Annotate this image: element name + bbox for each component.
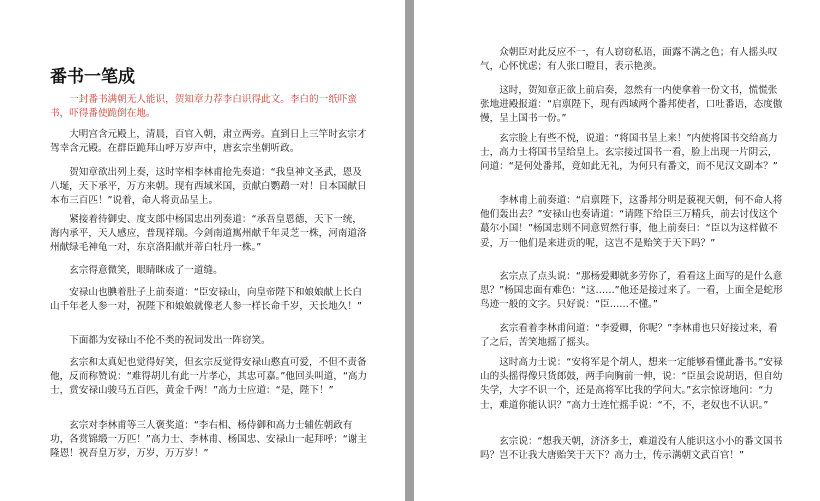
paragraph: 众朝臣对此反应不一，有人窃窃私语，面露不满之色；有人摇头叹气，心怀忧虑；有人张口瞪目，表示艳羡。: [480, 47, 778, 73]
paragraph: 李林甫上前奏道：“启禀陛下，这番邦分明是藐视天朝，何不命人将他们轰出去？”安禄山也奏请道：“请陛下给臣三万精兵，前去讨伐这个蕞尔小国！”杨国忠则不同意贸然行事，他上前奏曰：“臣以为这样做不妥，万一他们是来进贡的呢，这岂不是贻笑于天下吗？”: [480, 195, 783, 249]
paragraph: 玄宗脸上有些不悦，说道：“将国书呈上来！”内使将国书交给高力士，高力士将国书呈给皇上。玄宗接过国书一看，脸上出现一片阴云，问道：“是何处番邦，竟如此无礼，为何只有番文，而不见汉文副本？”: [480, 133, 778, 173]
paragraph: 大明宫含元殿上，清晨，百官入朝，肃立两旁。直到日上三竿时玄宗才驾幸含元殿。在群臣跪拜山呼万岁声中，唐玄宗坐朝听政。: [50, 129, 367, 155]
paragraph: 玄宗和太真妃也觉得好笑，但玄宗反觉得安禄山憨直可爱，不但不责备他，反而称赞说：“难得胡儿有此一片孝心，其忠可嘉。”他回头叫道，“高力士，赏安禄山骏马五百匹，黄金千两！”高力士应道：“是，陛下！”: [50, 357, 368, 397]
paragraph: 紧接着待御史、度支郎中杨国忠出列奏道：“承吾皇恩德，天下一统，海内承平，天人感应，普现祥瑞。今剑南道嶲州献千年灵芝一株，河南道洛州献绿毛神龟一对，东京洛阳献并蒂白牡丹一株。”: [50, 214, 367, 254]
paragraph: 玄宗点了点头说：“那杨爱卿就多劳你了，看看这上面写的是什么意思？”杨国忠面有难色：“这……”他还是接过来了。一看，上面全是蛇形鸟迹一般的文字。只好说：“臣……不懂。”: [480, 271, 783, 311]
paragraph: 玄宗看着李林甫问道：“李爱卿，你呢？”李林甫也只好接过来，看了之后，苦笑地摇了摇头。: [480, 323, 778, 349]
paragraph: 这时，贺知章正欲上前启奏，忽然有一内使拿着一份文书，慌慌张张地进殿报道：“启禀陛下，现有西域两个番邦使者，口吐番语，态度傲慢，呈上国书一份。”: [480, 85, 783, 125]
paragraph: 这时高力士说：“安将军是个胡人，想来一定能够看懂此番书。”安禄山的头摇得像只货郎鼓，两手向胸前一伸，说：“臣虽会说胡语，但自幼失学，大字不识一个，还是高将军比我的学问大。”玄宗惊讶地问：“力士，难道你能认识？”高力士连忙摇手说：“不，不，老奴也不认识。”: [480, 357, 783, 411]
paragraph: 安禄山也腆着肚子上前奏道：“臣安禄山，向皇帝陛下和娘娘献上长白山千年老人参一对，祝陛下和娘娘就像老人参一样长命千岁，天长地久！”: [50, 287, 362, 313]
paragraph: 玄宗说：“想我天朝，济济多士，难道没有人能识这小小的番文国书吗？岂不让我大唐贻笑于天下？高力士，传示满朝文武百官！”: [480, 436, 783, 462]
paragraph: 贺知章欲出列上奏，这时宰相李林甫抢先奏道：“我皇神文圣武，恩及八埏，天下承平，万方来朝。现有西域米国，贡献白鹦鹉一对！日本国献日本布三百匹！”说着，命人将贡品呈上。: [50, 167, 367, 207]
left-page: [0, 0, 405, 501]
chapter-intro: 一封番书满朝无人能识，贺知章力荐李白识得此文。李白的一纸吓蛮书，吓得番使跪倒在地。: [50, 94, 357, 120]
paragraph: 玄宗得意微笑，眼睛眯成了一道缝。: [69, 265, 223, 276]
paragraph: 下面都为安禄山不伦不类的祝词发出一阵窃笑。: [69, 335, 271, 346]
chapter-title: 番书一笔成: [50, 67, 135, 87]
paragraph: 玄宗对李林甫等三人褒奖道：“李右相、杨侍御和高力士辅佐朝政有功，各赏锦缎一万匹！”高力士、李林甫、杨国忠、安禄山一起拜呼：“谢主隆恩！祝吾皇万岁，万岁，万万岁！”: [50, 420, 367, 460]
right-page: [414, 0, 820, 501]
